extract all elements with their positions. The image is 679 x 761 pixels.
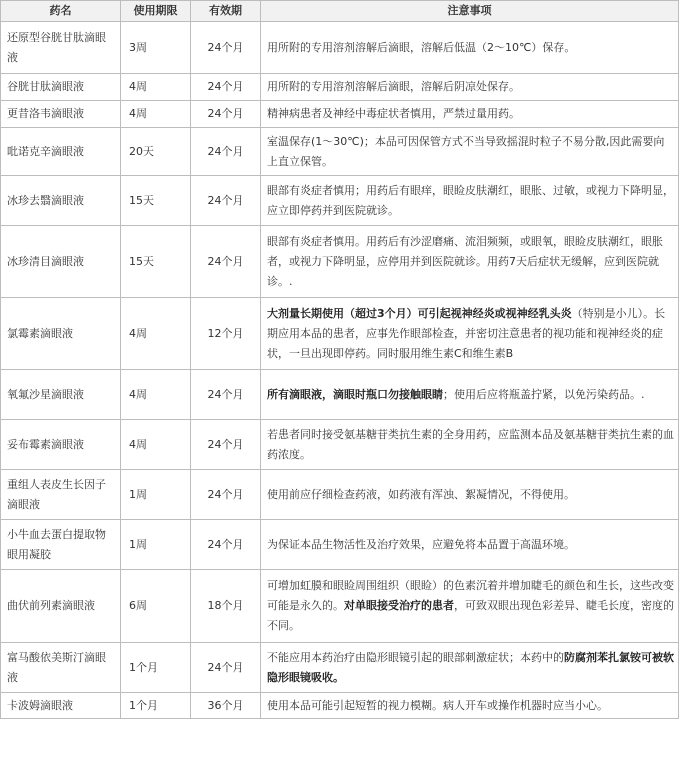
table-row xyxy=(1,370,679,420)
notes-text: ，可致双眼出现色彩差异、睫毛长度，密度的不同。 xyxy=(267,599,674,632)
notes-text: 可增加虹膜和眼睑周围组织（眼睑）的色素沉着并增加睫毛的颜色和生长，这些改变可能是永久的。 xyxy=(267,579,674,612)
notes-cell xyxy=(261,693,679,719)
table-row xyxy=(1,693,679,719)
notes-text: 不能应用本药治疗由隐形眼镜引起的眼部刺激症状；本药中的 xyxy=(267,650,564,664)
notes-cell xyxy=(261,370,679,420)
table-row xyxy=(1,101,679,128)
notes-cell xyxy=(261,643,679,693)
table-row xyxy=(1,570,679,643)
notes-cell xyxy=(261,570,679,643)
table-row xyxy=(1,74,679,101)
drug-name-cell: 富马酸依美斯汀滴眼液 xyxy=(1,643,121,693)
drug-name-cell: 卡波姆滴眼液 xyxy=(1,693,121,719)
drug-name-cell: 更昔洛韦滴眼液 xyxy=(1,101,121,128)
notes-cell xyxy=(261,470,679,520)
usage-period-cell: 1周 xyxy=(121,470,191,520)
drug-name-cell: 曲伏前列素滴眼液 xyxy=(1,570,121,643)
table-row xyxy=(1,128,679,176)
validity-cell: 24个月 xyxy=(191,74,261,101)
notes-cell xyxy=(261,128,679,176)
validity-cell: 24个月 xyxy=(191,128,261,176)
notes-cell xyxy=(261,176,679,226)
drug-name-cell: 冰珍清目滴眼液 xyxy=(1,226,121,298)
notes-emphasis: 所有滴眼液，滴眼时瓶口勿接触眼睛 xyxy=(267,387,443,401)
usage-period-cell: 1周 xyxy=(121,520,191,570)
notes-emphasis: 防腐剂苯扎氯铵可被软隐形眼镜吸收。 xyxy=(267,650,674,684)
drug-name-cell: 还原型谷胱甘肽滴眼液 xyxy=(1,22,121,74)
notes-text: 用所附的专用溶剂溶解后滴眼，溶解后低温（2～10℃）保存。 xyxy=(267,40,576,54)
usage-period-cell: 1个月 xyxy=(121,643,191,693)
notes-text: 眼部有炎症者慎用；用药后有眼痒，眼睑皮肤潮红，眼胀、过敏，或视力下降明显，应立即停药并到医院就诊。 xyxy=(267,183,674,217)
validity-cell: 24个月 xyxy=(191,420,261,470)
validity-cell: 36个月 xyxy=(191,693,261,719)
notes-text: 精神病患者及神经中毒症状者慎用，严禁过量用药。 xyxy=(267,107,520,120)
table-header-row xyxy=(1,1,679,22)
drug-name-cell: 冰珍去翳滴眼液 xyxy=(1,176,121,226)
table-row xyxy=(1,420,679,470)
table-row xyxy=(1,226,679,298)
validity-cell: 18个月 xyxy=(191,570,261,643)
table-row xyxy=(1,643,679,693)
drug-name-cell: 氧氟沙星滴眼液 xyxy=(1,370,121,420)
notes-emphasis: 大剂量长期使用（超过3个月）可引起视神经炎或视神经乳头炎 xyxy=(267,306,572,320)
usage-period-cell: 4周 xyxy=(121,420,191,470)
header-usage-period: 使用期限 xyxy=(121,1,191,22)
usage-period-cell: 4周 xyxy=(121,298,191,370)
table-row xyxy=(1,298,679,370)
usage-period-cell: 15天 xyxy=(121,226,191,298)
validity-cell: 12个月 xyxy=(191,298,261,370)
notes-cell xyxy=(261,298,679,370)
validity-cell: 24个月 xyxy=(191,470,261,520)
usage-period-cell: 3周 xyxy=(121,22,191,74)
notes-text: 使用前应仔细检查药液，如药液有浑浊、絮凝情况，不得使用。 xyxy=(267,487,575,501)
usage-period-cell: 20天 xyxy=(121,128,191,176)
header-drug-name: 药名 xyxy=(1,1,121,22)
notes-text: 为保证本品生物活性及治疗效果，应避免将本品置于高温环境。 xyxy=(267,537,575,551)
validity-cell: 24个月 xyxy=(191,226,261,298)
drug-name-cell: 谷胱甘肽滴眼液 xyxy=(1,74,121,101)
notes-text: 眼部有炎症者慎用。用药后有沙涩磨痛、流泪频频，或眼氧，眼睑皮肤潮红，眼胀者，或视力下降明显，应停用并到医院就诊。用药7天后症状无缓解，应到医院就诊。. xyxy=(267,234,663,288)
usage-period-cell: 15天 xyxy=(121,176,191,226)
drug-name-cell: 重组人表皮生长因子滴眼液 xyxy=(1,470,121,520)
validity-cell: 24个月 xyxy=(191,22,261,74)
notes-cell xyxy=(261,74,679,101)
validity-cell: 24个月 xyxy=(191,370,261,420)
notes-text: 若患者同时接受氨基糖苷类抗生素的全身用药，应监测本品及氨基糖苷类抗生素的血药浓度。 xyxy=(267,427,674,461)
table-row xyxy=(1,176,679,226)
header-notes: 注意事项 xyxy=(261,1,679,22)
table-body xyxy=(1,22,679,719)
validity-cell: 24个月 xyxy=(191,643,261,693)
validity-cell: 24个月 xyxy=(191,176,261,226)
notes-cell xyxy=(261,520,679,570)
drug-name-cell: 妥布霉素滴眼液 xyxy=(1,420,121,470)
notes-text: 使用本品可能引起短暂的视力模糊。病人开车或操作机器时应当小心。 xyxy=(267,698,608,712)
usage-period-cell: 1个月 xyxy=(121,693,191,719)
validity-cell: 24个月 xyxy=(191,520,261,570)
notes-emphasis: 对单眼接受治疗的患者 xyxy=(344,599,454,612)
notes-text: 用所附的专用溶剂溶解后滴眼，溶解后阴凉处保存。 xyxy=(267,80,520,93)
usage-period-cell: 4周 xyxy=(121,74,191,101)
notes-cell xyxy=(261,226,679,298)
notes-cell xyxy=(261,420,679,470)
usage-period-cell: 6周 xyxy=(121,570,191,643)
usage-period-cell: 4周 xyxy=(121,101,191,128)
notes-text: ；使用后应将瓶盖拧紧，以免污染药品。. xyxy=(443,387,645,401)
drug-name-cell: 吡诺克辛滴眼液 xyxy=(1,128,121,176)
drug-name-cell: 小牛血去蛋白提取物眼用凝胶 xyxy=(1,520,121,570)
usage-period-cell: 4周 xyxy=(121,370,191,420)
table-row xyxy=(1,470,679,520)
header-validity: 有效期 xyxy=(191,1,261,22)
validity-cell: 24个月 xyxy=(191,101,261,128)
table-row xyxy=(1,520,679,570)
notes-cell xyxy=(261,101,679,128)
drug-name-cell: 氯霉素滴眼液 xyxy=(1,298,121,370)
notes-text: （特别是小儿）。长期应用本品的患者，应事先作眼部检查，并密切注意患者的视功能和视神经炎的症状，一旦出现即停药。同时服用维生素C和维生素B xyxy=(267,306,666,360)
table-row xyxy=(1,22,679,74)
notes-cell xyxy=(261,22,679,74)
notes-text: 室温保存(1～30℃)；本品可因保管方式不当导致摇混时粒子不易分散,因此需要向上直立保管。 xyxy=(267,134,665,168)
